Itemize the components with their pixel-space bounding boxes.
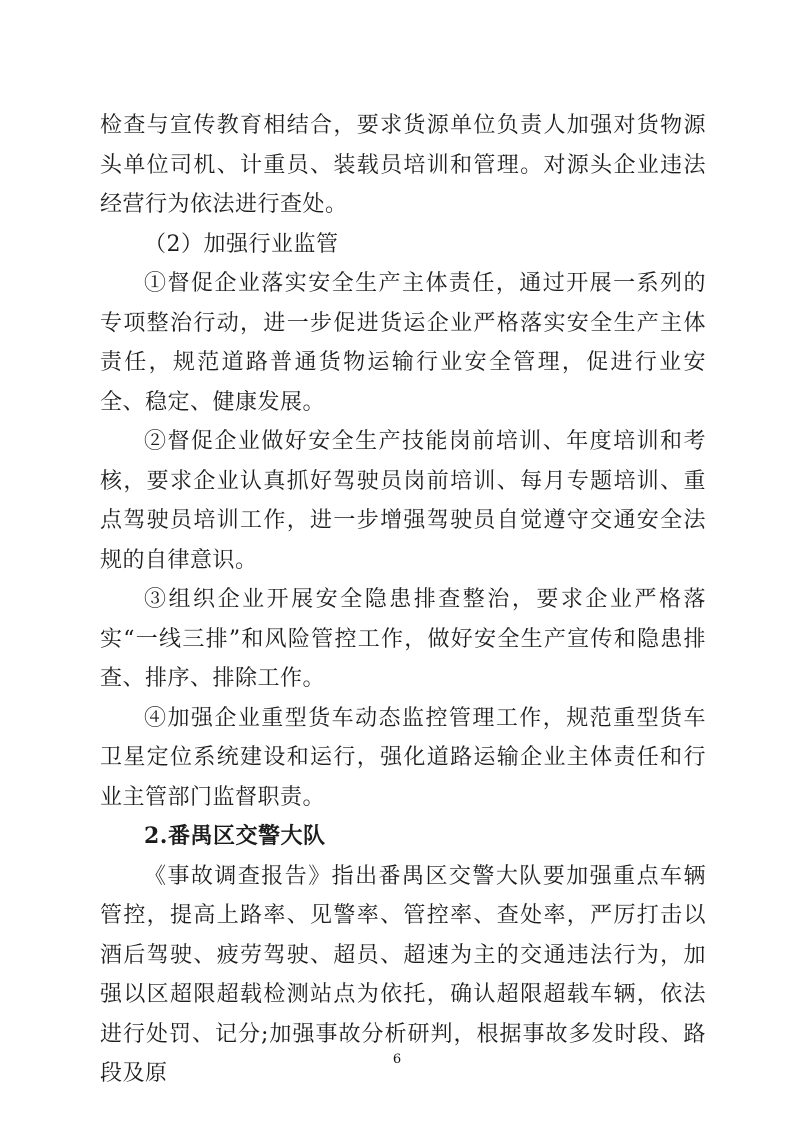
paragraph: ①督促企业落实安全生产主体责任，通过开展一系列的专项整治行动，进一步促进货运企业严格落实安全生产主体责任，规范道路普通货物运输行业安全管理，促进行业安全、稳定、健康发展。 [100, 271, 706, 415]
paragraph: （2）加强行业监管 [144, 231, 339, 257]
document-body [100, 106, 706, 1094]
paragraph: 《事故调查报告》指出番禺区交警大队要加强重点车辆管控，提高上路率、见警率、管控率、查处率，严厉打击以酒后驾驶、疲劳驾驶、超员、超速为主的交通违法行为，加强以区超限超载检测站点为依托，确认超限超载车辆，依法进行处罚、记分;加强事故分析研判，根据事故多发时段、路段及原 [100, 863, 706, 1086]
paragraph: 检查与宣传教育相结合，要求货源单位负责人加强对货物源头单位司机、计重员、装载员培训和管理。对源头企业违法经营行为依法进行查处。 [100, 113, 706, 217]
paragraph: ④加强企业重型货车动态监控管理工作，规范重型货车卫星定位系统建设和运行，强化道路运输企业主体责任和行业主管部门监督职责。 [100, 705, 706, 810]
page-number: 6 [392, 1052, 402, 1067]
page-footer [0, 1048, 794, 1067]
section-heading: 2.番禺区交警大队 [144, 823, 326, 849]
paragraph: ②督促企业做好安全生产技能岗前培训、年度培训和考核，要求企业认真抓好驾驶员岗前培训、每月专题培训、重点驾驶员培训工作，进一步增强驾驶员自觉遵守交通安全法规的自律意识。 [100, 429, 706, 573]
paragraph: ③组织企业开展安全隐患排查整治，要求企业严格落实“一线三排”和风险管控工作，做好安全生产宣传和隐患排查、排序、排除工作。 [100, 587, 706, 691]
